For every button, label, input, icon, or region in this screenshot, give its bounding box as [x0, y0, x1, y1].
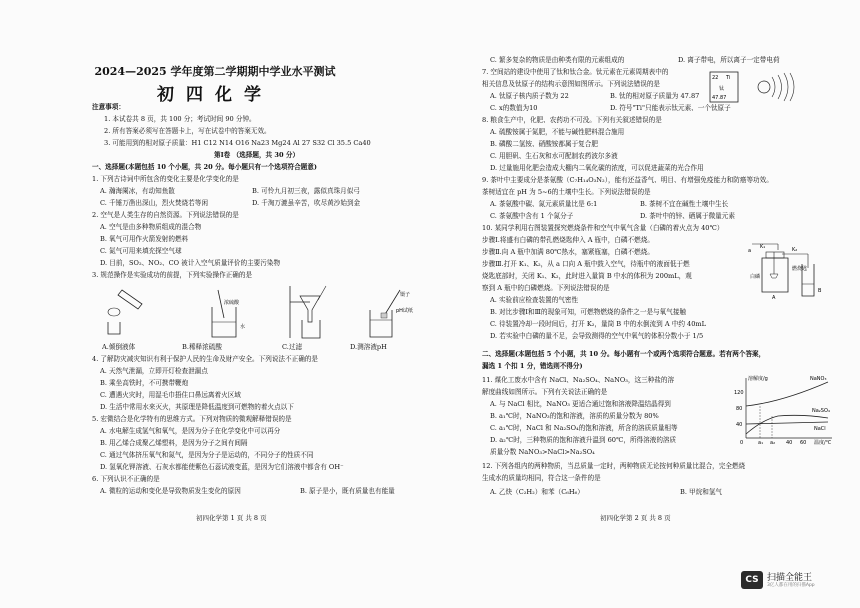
- part2-heading: 二、选择题(本题包括 5 个小题，共 10 分。每小题有一个或两个选项符合题意。若有两个答案，: [482, 350, 766, 358]
- q4-option-c: C. 遭遇火灾时，用湿毛巾捂住口鼻远离着火区域: [100, 391, 241, 399]
- q6-option-c: C. 繁多复杂的物质是由种类有限的元素组成的: [490, 56, 625, 64]
- scanner-subtitle: 3亿人都在用的扫描App: [767, 583, 815, 588]
- dilute-acid-figure: [212, 290, 245, 337]
- q11-option-b: B. a₁℃时，NaNO₃的饱和溶液，溶质的质量分数为 80%: [490, 412, 659, 420]
- q1-option-b: B. 可怜九月初三夜，露似真珠月似弓: [252, 187, 360, 195]
- q9-option-a: A. 茶氨酸中碳、氮元素质量比是 6:1: [490, 200, 598, 208]
- q4-option-b: B. 乘坐高铁时，不可携带鞭炮: [100, 379, 189, 387]
- label-k2: K₂: [792, 247, 798, 253]
- q1-option-d: D. 千淘万漉虽辛苦，吹尽黄沙始到金: [252, 199, 361, 207]
- q1-option-a: A. 瀚海阑冰，有动知鱼散: [100, 187, 175, 195]
- note-3: 3. 可能用到的相对原子质量：H1 C12 N14 O16 Na23 Mg24 Al 27 S32 Cl 35.5 Ca40: [104, 139, 371, 147]
- tick-a1: a₁: [758, 440, 764, 446]
- q9-option-b: B. 茶树不宜在碱性土壤中生长: [640, 200, 729, 208]
- q2-option-d: D. 目前，SO₂、NO₂、CO 被计入空气质量评价的主要污染物: [100, 259, 281, 267]
- q3-label-b: B.稀释浓硫酸: [182, 343, 222, 351]
- q9-stem: 9. 茶叶中主要成分是茶氨酸（C₇H₁₄O₃N₂），能有还益香气、明目、有增强免疫能力和防癌等功效。: [482, 176, 773, 184]
- q6-option-a: A. 微粒的运动和变化是导致物质发生变化的原因: [100, 487, 241, 495]
- ti-mass: 47.87: [712, 95, 727, 101]
- q7-stem: 7. 空间站的建设中使用了钛和钛合金。钛元素在元素周期表中的: [482, 68, 669, 76]
- tick-80: 80: [736, 406, 743, 412]
- q4-option-a: A. 天然气泄漏，立即开灯检查泄漏点: [100, 367, 208, 375]
- solubility-chart: [732, 372, 848, 452]
- q9-option-d: D. 茶叶中的锌、硒属于微量元素: [640, 212, 735, 220]
- label-bottle-a: A: [772, 295, 776, 300]
- label-a-port: a: [748, 248, 752, 254]
- q7-option-d: D. 符号"Ti"只能表示钛元素、一个钛原子: [610, 104, 731, 112]
- q5-option-b: B. 用乙烯合成聚乙烯塑料，是因为分子之间有间隔: [100, 439, 248, 447]
- q6-option-b: B. 原子是小，既有质量也有能量: [300, 487, 395, 495]
- titanium-figure: [708, 68, 808, 106]
- q6-stem: 6. 下列认识不正确的是: [92, 475, 160, 483]
- q11-option-a: A. 与 NaCl 相比，NaNO₃ 更适合通过饱和溶液降温结晶得到: [490, 400, 671, 408]
- q11-option-d: D. a₂℃时，三种物质的饱和溶液升温到 60℃，所得溶液的溶质: [490, 436, 677, 444]
- ti-atomic-number: 22: [712, 75, 719, 81]
- chart-y-title: 溶解度/g: [748, 376, 768, 382]
- page-right: [430, 0, 860, 608]
- q11-option-d-2: 质量分数 NaNO₃>NaCl>Na₂SO₄: [490, 448, 595, 456]
- tick-40: 40: [736, 422, 743, 428]
- q1-option-c: C. 千锤万凿出深山，烈火焚烧若等闲: [100, 199, 208, 207]
- q12-stem: 12. 下列各组内的两种物质，当总质量一定时，两种物质无论按何种质量比混合，完全燃烧: [482, 462, 746, 470]
- legend-nacl: NaCl: [814, 426, 826, 432]
- part2-heading-2: 漏选 1 个扣 1 分，错选则不得分): [482, 362, 583, 370]
- right-footer: 初四化学第 2 页 共 8 页: [600, 514, 671, 522]
- part1-heading: 一、选择题(本题包括 10 个小题，共 20 分。每小题只有一个选项符合题意): [92, 163, 317, 171]
- q12-stem-2: 生成水的质量均相同，符合这一条件的是: [482, 474, 601, 482]
- q3-label-c: C.过滤: [282, 343, 303, 351]
- fig-label-acid: 浓硫酸: [224, 300, 240, 306]
- q7-option-a: A. 钛原子核内质子数为 22: [490, 92, 569, 100]
- exam-subject: 初四化学: [157, 85, 273, 105]
- q3-label-d: D.测溶液pH: [350, 343, 387, 351]
- q8-option-a: A. 硫酸铵属于氮肥，不能与碱性肥料混合施用: [490, 128, 625, 136]
- q2-option-a: A. 空气是由多种物质组成的混合物: [100, 223, 202, 231]
- fig-label-ph-paper: pH试纸: [396, 308, 413, 314]
- legend-na2so4: Na₂SO₄: [812, 408, 830, 414]
- scanner-name: 扫描全能王: [767, 573, 813, 583]
- note-2: 2. 所有答案必须写在答题卡上，写在试卷中的答案无效。: [104, 127, 271, 135]
- legend-nano3: NaNO₃: [810, 376, 827, 382]
- label-k1: K₁: [760, 244, 766, 250]
- tick-0: 0: [740, 440, 744, 446]
- curve-nano3: [746, 382, 828, 406]
- pouring-liquid-figure: [108, 290, 142, 334]
- tick-40c: 40: [786, 440, 793, 446]
- filtration-figure: [290, 286, 326, 338]
- q10-step-3: 步骤Ⅲ.打开 K₁、K₂，从 a 口向 A 瓶中鼓入空气，待瓶中的液面低于燃: [482, 260, 690, 268]
- exam-title: 2024—2025 学年度第二学期期中学业水平测试: [94, 65, 336, 78]
- ti-name: 钛: [719, 86, 725, 92]
- q8-option-d: D. 过量施用化肥会造成大棚内二氧化碳的浓度，可以促进蔬菜的光合作用: [490, 164, 704, 172]
- q4-option-d: D. 生活中常用水来灭火，其原理是降低温度到可燃物的着火点以下: [100, 403, 294, 411]
- q4-stem: 4. 了解防灾减灾知识有利于保护人民的生命及财产安全。下列说法不正确的是: [92, 355, 318, 363]
- q10-step-3b: 烧匙底部时，关闭 K₁、K₂，此时进入量筒 B 中水的体积为 200mL，观: [482, 272, 692, 280]
- ti-symbol: Ti: [726, 75, 731, 81]
- q3-figures: [100, 282, 420, 340]
- q5-option-d: D. 氢氧化钾溶液、石灰水都能使紫色石蕊试液变蓝，是因为它们溶液中都含有 OH⁻: [100, 463, 344, 471]
- notes-heading: 注意事项：: [92, 103, 125, 111]
- section1-title: 第Ⅰ卷 （选择题，共 30 分）: [214, 151, 300, 159]
- q7-option-b: B. 钛的相对原子质量为 47.87: [610, 92, 700, 100]
- q2-option-c: C. 氮气可用来填充探空气球: [100, 247, 182, 255]
- ph-test-figure: [370, 290, 413, 337]
- scanner-logo: CS: [741, 571, 763, 589]
- q11-option-c: C. a₁℃时，NaCl 和 Na₂SO₄的饱和溶液，所含的溶质质量相等: [490, 424, 678, 432]
- label-cylinder-b: B: [818, 288, 822, 294]
- fig-label-water: 水: [240, 324, 246, 330]
- q12-option-b: B. 甲烷和氢气: [680, 488, 723, 496]
- q11-stem-2: 解度曲线如图所示。下列有关说法正确的是: [482, 388, 608, 396]
- note-1: 1. 本试卷共 8 页，共 100 分；考试时间 90 分钟。: [104, 115, 256, 123]
- q2-option-b: B. 氧气可用作火箭发射的燃料: [100, 235, 189, 243]
- q11-stem: 11. 煤化工废水中含有 NaCl、Na₂SO₄、NaNO₃，这三种盐的溶: [482, 376, 675, 384]
- q3-stem: 3. 规范操作是实验成功的前提，下列实验操作正确的是: [92, 271, 253, 279]
- q1-stem: 1. 下列古诗词中所包含的变化主要是化学变化的是: [92, 175, 239, 183]
- q10-option-c: C. 待装置冷却一段时间后，打开 K₂，量筒 B 中的水倒流到 A 中约 40mL: [490, 320, 707, 328]
- q8-option-b: B. 磷酸二氢铵、硝酸铵都属于复合肥: [490, 140, 598, 148]
- q9-option-c: C. 茶氨酸中含有 1 个氮分子: [490, 212, 574, 220]
- label-spoon: 燃烧匙: [792, 266, 808, 272]
- q7-option-c: C. x的数值为10: [490, 104, 538, 112]
- q5-option-a: A. 水电解生成氢气和氧气，是因为分子在化学变化中可以再分: [100, 427, 281, 435]
- tick-60c: 60: [800, 440, 807, 446]
- q10-option-b: B. 对比步骤Ⅰ和Ⅲ的现象可知，可燃物燃烧的条件之一是与氧气接触: [490, 308, 687, 316]
- q6-option-d: D. 离子带电，所以离子一定带电荷: [678, 56, 780, 64]
- q5-stem: 5. 宏微结合是化学特有的思维方式。下列对物质的微观解释错误的是: [92, 415, 292, 423]
- q12-option-a: A. 乙炔（C₂H₂）和苯（C₆H₆）: [490, 488, 584, 496]
- label-phosphorus: 白磷: [750, 274, 761, 280]
- tick-120: 120: [734, 390, 744, 396]
- tick-temp: 温度/℃: [814, 440, 832, 446]
- q10-option-d: D. 若实验中白磷的量不足，会导致测得的空气中氧气的体积分数小于 1/5: [490, 332, 704, 340]
- q10-apparatus: [748, 240, 848, 300]
- q8-stem: 8. 粮食生产中，化肥、农药功不可没。下列有关叙述错误的是: [482, 116, 662, 124]
- q2-stem: 2. 空气是人类生存的自然资源。下列说法错误的是: [92, 211, 239, 219]
- q7-stem-2: 相关信息及钛原子的结构示意图如图所示。下列说法错误的是: [482, 80, 661, 88]
- q10-step-3c: 察到 A 瓶中的白磷燃烧。下列说法错误的是: [482, 284, 610, 292]
- q10-step-1: 步骤Ⅰ.将盛有白磷的带孔燃烧匙伸入 A 瓶中，白磷不燃烧。: [482, 236, 654, 244]
- tick-a2: a₂: [770, 440, 776, 446]
- q10-option-a: A. 实验前应检查装置的气密性: [490, 296, 579, 304]
- q10-stem: 10. 某同学利用右图装置探究燃烧条件和空气中氧气含量（白磷的着火点为 40℃）: [482, 224, 724, 232]
- q3-label-a: A.倾倒液体: [102, 343, 136, 351]
- q8-option-c: C. 用胆矾、生石灰和水可配制农药波尔多液: [490, 152, 618, 160]
- q9-stem-2: 茶树适宜在 pH 为 5~6的土壤中生长。下列说法错误的是: [482, 188, 651, 196]
- q5-option-c: C. 通过气体挤压氧气和氮气，是因为分子是运动的，不同分子的性质不同: [100, 451, 314, 459]
- left-footer: 初四化学第 1 页 共 8 页: [196, 514, 267, 522]
- curve-nacl: [746, 422, 828, 424]
- fig-label-tweezers: 镊子: [400, 292, 411, 298]
- q10-step-2: 步骤Ⅱ.向 A 瓶中加满 80℃热水，塞紧瓶塞，白磷不燃烧。: [482, 248, 654, 256]
